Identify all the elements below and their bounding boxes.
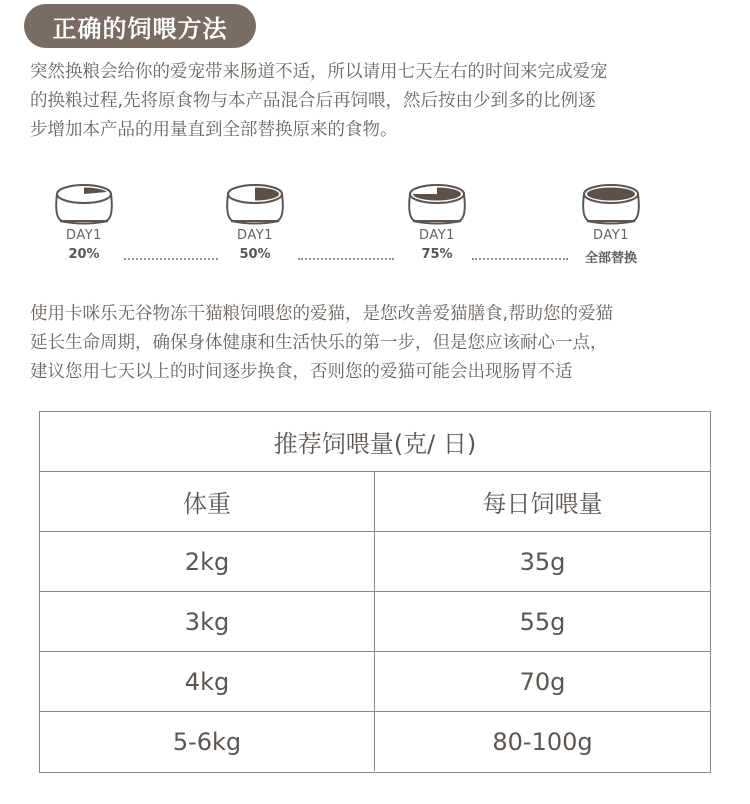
- intro-line: 突然换粮会给你的爱宠带来肠道不适，所以请用七天左右的时间来完成爱宠: [30, 62, 608, 82]
- bowl-icon: [402, 180, 472, 226]
- weight-cell: 3kg: [40, 592, 375, 651]
- section-title: 正确的饲喂方法: [24, 4, 256, 48]
- amount-cell: 35g: [519, 547, 566, 576]
- advice-line: 使用卡咪乐无谷物冻干猫粮饲喂您的爱猫，是您改善爱猫膳食,帮助您的爱猫: [30, 304, 614, 324]
- step-day: DAY1: [419, 228, 455, 243]
- bowl-icon: [576, 180, 646, 226]
- step-1: [39, 180, 129, 262]
- weight-cell: 4kg: [40, 652, 375, 711]
- table-row: [40, 652, 710, 712]
- dotted-connector: [124, 258, 218, 260]
- table-header-row: [40, 472, 710, 532]
- advice-line: 延长生命周期，确保身体健康和生活快乐的第一步，但是您应该耐心一点，: [30, 333, 608, 353]
- weight-cell: 5-6kg: [40, 712, 375, 771]
- header-daily-amount: 每日饲喂量: [482, 490, 603, 518]
- weight-cell: 2kg: [40, 532, 375, 591]
- step-4: [566, 180, 656, 266]
- table-caption: 推荐饲喂量(克/ 日): [40, 412, 710, 472]
- intro-line: 步增加本产品的用量直到全部替换原来的食物。: [30, 120, 398, 140]
- table-row: [40, 712, 710, 771]
- step-percent: 全部替换: [584, 251, 637, 266]
- amount-cell: 70g: [519, 667, 566, 696]
- step-day: DAY1: [593, 228, 629, 243]
- intro-line: 的换粮过程,先将原食物与本产品混合后再饲喂，然后按由少到多的比例逐: [30, 91, 596, 111]
- amount-cell: 55g: [519, 607, 566, 636]
- bowl-icon: [220, 180, 290, 226]
- food-portion: [587, 188, 635, 201]
- table-row: [40, 592, 710, 652]
- step-percent: 20%: [68, 247, 100, 262]
- step-3: [392, 180, 482, 262]
- intro-paragraph: [30, 58, 720, 145]
- dotted-connector: [472, 258, 568, 260]
- bowl-icon: [49, 180, 119, 226]
- table-row: [40, 532, 710, 592]
- dotted-connector: [298, 258, 394, 260]
- step-day: DAY1: [66, 228, 102, 243]
- header-weight: 体重: [40, 472, 375, 531]
- feeding-table: [39, 411, 711, 773]
- transition-steps: [0, 180, 750, 280]
- step-day: DAY1: [237, 228, 273, 243]
- amount-cell: 80-100g: [492, 727, 593, 756]
- advice-line: 建议您用七天以上的时间逐步换食，否则您的爱猫可能会出现肠胃不适: [30, 362, 573, 382]
- step-percent: 50%: [239, 247, 271, 262]
- step-percent: 75%: [421, 247, 453, 262]
- advice-paragraph: [30, 300, 720, 387]
- step-2: [210, 180, 300, 262]
